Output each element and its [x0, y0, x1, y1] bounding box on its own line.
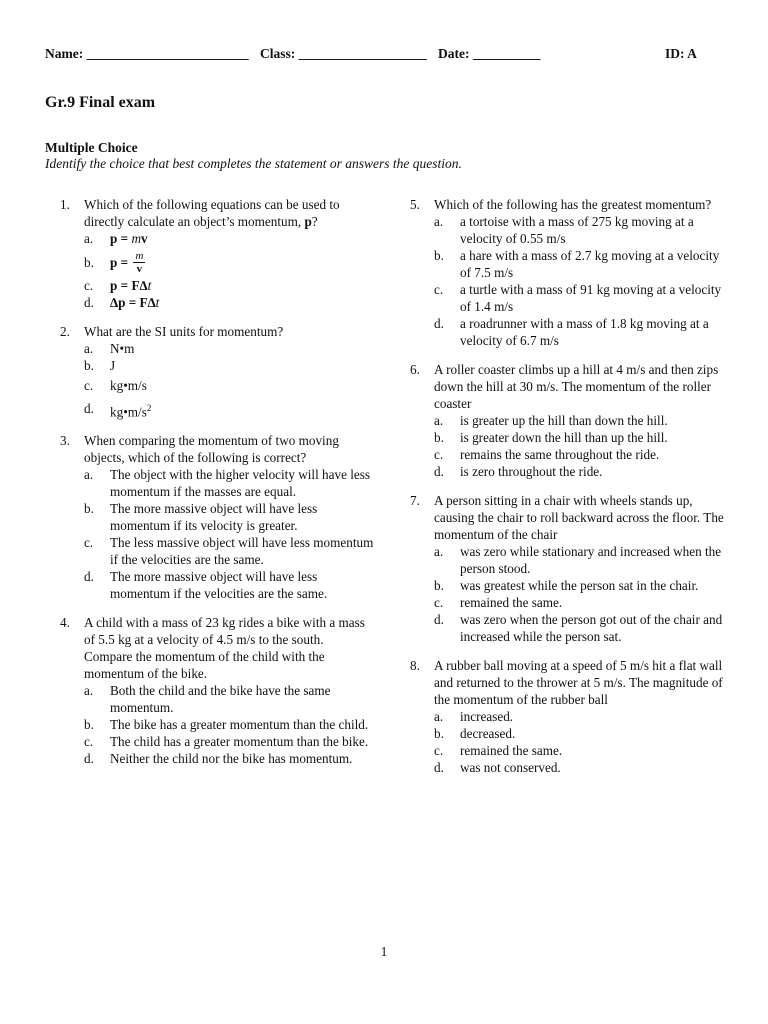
- option-letter: c.: [84, 278, 94, 293]
- option-letter: a.: [84, 683, 94, 699]
- option-letter: b.: [434, 726, 444, 741]
- question-number: 2.: [60, 324, 70, 339]
- option-letter: b.: [434, 430, 444, 445]
- answer-option: b. a hare with a mass of 2.7 kg moving at a velocity of 7.5 m/s: [434, 248, 720, 280]
- option-letter: c.: [434, 595, 444, 610]
- instructions: Identify the choice that best completes the statement or answers the question.: [45, 156, 462, 171]
- page-number: 1: [380, 944, 388, 959]
- answer-option: d. ∆p = F∆t: [84, 295, 160, 310]
- option-letter: d.: [84, 569, 94, 585]
- option-letter: d.: [84, 295, 94, 310]
- answer-option: c. kg•m/s: [84, 378, 147, 393]
- answer-option: c. a turtle with a mass of 91 kg moving at a velocity of 1.4 m/s: [434, 282, 722, 314]
- option-letter: a.: [434, 413, 444, 428]
- option-letter: c.: [84, 535, 94, 551]
- answer-option: c. remained the same.: [434, 595, 563, 610]
- question-number: 6.: [410, 362, 420, 377]
- answer-option: d. a roadrunner with a mass of 1.8 kg moving at a velocity of 6.7 m/s: [434, 316, 709, 348]
- question-text: A rubber ball moving at a speed of 5 m/s hit a flat wall and returned to the thrower at 5 m/s. The magnitude of the momentum of the rubber ball: [434, 658, 723, 707]
- answer-option: a. N•m: [84, 341, 135, 356]
- answer-option: b. is greater down the hill than up the hill.: [434, 430, 668, 445]
- answer-option: c. remained the same.: [434, 743, 563, 758]
- question-text: Which of the following equations can be used to directly calculate an object’s momentum, p?: [84, 197, 340, 229]
- option-letter: a.: [84, 231, 94, 246]
- option-letter: a.: [84, 467, 94, 483]
- option-letter: d.: [434, 760, 444, 775]
- option-letter: b.: [84, 358, 94, 373]
- name-field-label: Name: ________________________: [45, 46, 249, 61]
- answer-option: b. was greatest while the person sat in the chair.: [434, 578, 699, 593]
- question: [60, 196, 375, 311]
- option-letter: d.: [434, 316, 444, 331]
- option-letter: c.: [434, 447, 444, 462]
- left-column: [60, 196, 375, 779]
- question-text: When comparing the momentum of two moving objects, which of the following is correct?: [84, 433, 339, 466]
- question-text: A person sitting in a chair with wheels stands up, causing the chair to roll backward across the floor. The momentum of the chair: [434, 493, 724, 542]
- question-text: A child with a mass of 23 kg rides a bike with a mass of 5.5 kg at a velocity of 4.5 m/s to the south. Compare the momentum of the child with the momentum of the bike.: [84, 615, 365, 682]
- section-title: Multiple Choice: [45, 140, 138, 155]
- option-letter: b.: [84, 717, 94, 733]
- answer-option: a. increased.: [434, 709, 514, 724]
- answer-option: d. was zero when the person got out of the chair and increased while the person sat.: [434, 612, 723, 644]
- answer-option: a. p = mv: [84, 231, 148, 246]
- answer-option: c. The child has a greater momentum than the bike.: [84, 734, 369, 750]
- option-letter: a.: [84, 341, 94, 356]
- question: [60, 323, 375, 420]
- question: [60, 432, 375, 602]
- answer-option: c. remains the same throughout the ride.: [434, 447, 660, 462]
- option-letter: b.: [84, 255, 94, 270]
- question: [410, 657, 728, 776]
- exam-id: ID: A: [665, 46, 697, 61]
- option-letter: d.: [434, 612, 444, 627]
- answer-option: b. The bike has a greater momentum than the child.: [84, 717, 369, 733]
- option-letter: a.: [434, 214, 444, 229]
- answer-option: d. The more massive object will have less momentum if the velocities are the same.: [84, 569, 328, 602]
- question: [410, 361, 728, 480]
- option-letter: b.: [434, 248, 444, 263]
- question: [410, 492, 728, 645]
- page-title: Gr.9 Final exam: [45, 94, 156, 111]
- class-field-label: Class: ___________________: [260, 46, 427, 61]
- answer-option: b. decreased.: [434, 726, 516, 741]
- answer-option: b. J: [84, 358, 116, 373]
- question-number: 3.: [60, 433, 70, 449]
- option-letter: b.: [434, 578, 444, 593]
- option-letter: d.: [434, 464, 444, 479]
- option-letter: b.: [84, 501, 94, 517]
- answer-option: b. p = $\frac{m}{v}$: [84, 249, 144, 275]
- right-column: [410, 196, 728, 788]
- question-text: A roller coaster climbs up a hill at 4 m/s and then zips down the hill at 30 m/s. The momentum of the roller coaster: [434, 362, 719, 411]
- answer-option: a. The object with the higher velocity will have less momentum if the masses are equal.: [84, 467, 371, 500]
- answer-option: a. was zero while stationary and increased when the person stood.: [434, 544, 722, 576]
- question-number: 7.: [410, 493, 420, 508]
- header: [45, 46, 728, 66]
- option-letter: d.: [84, 401, 94, 416]
- question-number: 4.: [60, 615, 70, 631]
- answer-option: b. The more massive object will have less momentum if its velocity is greater.: [84, 501, 318, 534]
- answer-option: a. a tortoise with a mass of 275 kg moving at a velocity of 0.55 m/s: [434, 214, 694, 246]
- question: [410, 196, 728, 349]
- option-letter: a.: [434, 544, 444, 559]
- answer-option: d. $kg•m/s^2$: [84, 401, 152, 420]
- answer-option: d. is zero throughout the ride.: [434, 464, 603, 479]
- answer-option: a. is greater up the hill than down the hill.: [434, 413, 668, 428]
- answer-option: a. Both the child and the bike have the same momentum.: [84, 683, 331, 716]
- answer-option: c. p = F∆t: [84, 278, 152, 293]
- question-number: 8.: [410, 658, 420, 673]
- question-text: Which of the following has the greatest momentum?: [434, 197, 712, 212]
- option-letter: c.: [84, 378, 94, 393]
- answer-option: d. Neither the child nor the bike has momentum.: [84, 751, 353, 767]
- answer-option: c. The less massive object will have less momentum if the velocities are the same.: [84, 535, 374, 568]
- option-letter: a.: [434, 709, 444, 724]
- answer-option: d. was not conserved.: [434, 760, 561, 775]
- question: [60, 614, 375, 767]
- fraction: $\frac{m}{v}$: [135, 249, 144, 275]
- date-field-label: Date: __________: [438, 46, 541, 61]
- question-number: 5.: [410, 197, 420, 212]
- question-number: 1.: [60, 197, 70, 212]
- option-letter: c.: [434, 743, 444, 758]
- option-letter: c.: [434, 282, 444, 297]
- option-letter: d.: [84, 751, 94, 767]
- question-text: What are the SI units for momentum?: [84, 324, 284, 339]
- option-letter: c.: [84, 734, 94, 750]
